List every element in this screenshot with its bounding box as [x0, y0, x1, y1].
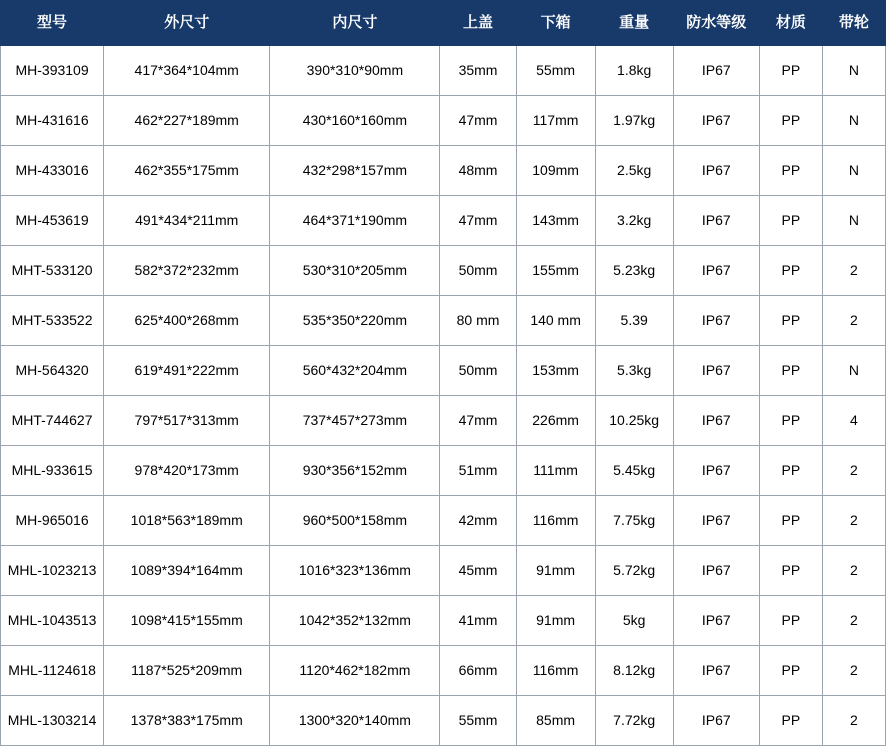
cell-wheels: 2 [822, 596, 885, 646]
cell-weight: 5.45kg [595, 446, 673, 496]
cell-weight: 1.8kg [595, 46, 673, 96]
cell-waterproof-rating: IP67 [673, 196, 759, 246]
cell-wheels: 2 [822, 496, 885, 546]
cell-wheels: 4 [822, 396, 885, 446]
cell-waterproof-rating: IP67 [673, 496, 759, 546]
cell-model: MH-393109 [1, 46, 104, 96]
cell-material: PP [759, 646, 822, 696]
cell-material: PP [759, 546, 822, 596]
cell-inner-size: 464*371*190mm [270, 196, 440, 246]
cell-model: MHT-533120 [1, 246, 104, 296]
cell-base-depth: 116mm [516, 496, 595, 546]
cell-wheels: 2 [822, 696, 885, 746]
cell-base-depth: 153mm [516, 346, 595, 396]
table-row [1, 446, 886, 496]
cell-lid-depth: 80 mm [440, 296, 516, 346]
cell-outer-size: 582*372*232mm [104, 246, 270, 296]
column-header-inner-size: 内尺寸 [270, 1, 440, 46]
cell-outer-size: 1018*563*189mm [104, 496, 270, 546]
cell-weight: 7.72kg [595, 696, 673, 746]
table-row [1, 46, 886, 96]
cell-material: PP [759, 296, 822, 346]
cell-outer-size: 619*491*222mm [104, 346, 270, 396]
cell-waterproof-rating: IP67 [673, 546, 759, 596]
cell-inner-size: 930*356*152mm [270, 446, 440, 496]
cell-model: MHL-1303214 [1, 696, 104, 746]
cell-wheels: N [822, 96, 885, 146]
cell-wheels: N [822, 46, 885, 96]
cell-waterproof-rating: IP67 [673, 646, 759, 696]
cell-lid-depth: 50mm [440, 246, 516, 296]
cell-inner-size: 960*500*158mm [270, 496, 440, 546]
table-row [1, 396, 886, 446]
cell-material: PP [759, 96, 822, 146]
cell-weight: 2.5kg [595, 146, 673, 196]
cell-wheels: N [822, 146, 885, 196]
cell-outer-size: 462*227*189mm [104, 96, 270, 146]
cell-outer-size: 625*400*268mm [104, 296, 270, 346]
cell-inner-size: 390*310*90mm [270, 46, 440, 96]
cell-inner-size: 737*457*273mm [270, 396, 440, 446]
cell-waterproof-rating: IP67 [673, 246, 759, 296]
cell-material: PP [759, 346, 822, 396]
cell-inner-size: 430*160*160mm [270, 96, 440, 146]
table-row [1, 346, 886, 396]
cell-model: MHL-933615 [1, 446, 104, 496]
cell-waterproof-rating: IP67 [673, 146, 759, 196]
cell-waterproof-rating: IP67 [673, 596, 759, 646]
cell-weight: 1.97kg [595, 96, 673, 146]
cell-weight: 5.3kg [595, 346, 673, 396]
column-header-weight: 重量 [595, 1, 673, 46]
cell-weight: 5.72kg [595, 546, 673, 596]
cell-waterproof-rating: IP67 [673, 46, 759, 96]
cell-waterproof-rating: IP67 [673, 96, 759, 146]
cell-wheels: 2 [822, 646, 885, 696]
cell-outer-size: 1098*415*155mm [104, 596, 270, 646]
cell-model: MH-965016 [1, 496, 104, 546]
cell-weight: 5.39 [595, 296, 673, 346]
column-header-waterproof-rating: 防水等级 [673, 1, 759, 46]
cell-lid-depth: 50mm [440, 346, 516, 396]
cell-inner-size: 432*298*157mm [270, 146, 440, 196]
cell-lid-depth: 45mm [440, 546, 516, 596]
table-row [1, 246, 886, 296]
table-body [1, 46, 886, 746]
cell-outer-size: 1089*394*164mm [104, 546, 270, 596]
table-row [1, 696, 886, 746]
cell-lid-depth: 48mm [440, 146, 516, 196]
table-row [1, 196, 886, 246]
cell-inner-size: 1300*320*140mm [270, 696, 440, 746]
cell-lid-depth: 47mm [440, 196, 516, 246]
cell-waterproof-rating: IP67 [673, 446, 759, 496]
cell-wheels: 2 [822, 246, 885, 296]
cell-lid-depth: 47mm [440, 96, 516, 146]
cell-outer-size: 462*355*175mm [104, 146, 270, 196]
cell-base-depth: 111mm [516, 446, 595, 496]
cell-model: MHT-744627 [1, 396, 104, 446]
cell-weight: 5.23kg [595, 246, 673, 296]
cell-weight: 5kg [595, 596, 673, 646]
cell-wheels: 2 [822, 446, 885, 496]
cell-material: PP [759, 496, 822, 546]
cell-inner-size: 530*310*205mm [270, 246, 440, 296]
cell-inner-size: 1120*462*182mm [270, 646, 440, 696]
cell-weight: 10.25kg [595, 396, 673, 446]
cell-model: MHL-1043513 [1, 596, 104, 646]
cell-base-depth: 117mm [516, 96, 595, 146]
table-row [1, 96, 886, 146]
table-row [1, 296, 886, 346]
cell-outer-size: 978*420*173mm [104, 446, 270, 496]
cell-material: PP [759, 246, 822, 296]
cell-base-depth: 140 mm [516, 296, 595, 346]
table-row [1, 496, 886, 546]
cell-material: PP [759, 446, 822, 496]
cell-outer-size: 797*517*313mm [104, 396, 270, 446]
cell-material: PP [759, 46, 822, 96]
cell-model: MHL-1124618 [1, 646, 104, 696]
cell-lid-depth: 42mm [440, 496, 516, 546]
cell-model: MH-564320 [1, 346, 104, 396]
cell-base-depth: 143mm [516, 196, 595, 246]
cell-model: MH-431616 [1, 96, 104, 146]
cell-outer-size: 491*434*211mm [104, 196, 270, 246]
cell-lid-depth: 41mm [440, 596, 516, 646]
cell-material: PP [759, 196, 822, 246]
cell-waterproof-rating: IP67 [673, 296, 759, 346]
cell-material: PP [759, 596, 822, 646]
cell-material: PP [759, 396, 822, 446]
column-header-lid-depth: 上盖 [440, 1, 516, 46]
cell-base-depth: 155mm [516, 246, 595, 296]
cell-wheels: N [822, 346, 885, 396]
cell-outer-size: 1187*525*209mm [104, 646, 270, 696]
cell-waterproof-rating: IP67 [673, 696, 759, 746]
cell-inner-size: 1042*352*132mm [270, 596, 440, 646]
cell-base-depth: 55mm [516, 46, 595, 96]
cell-base-depth: 91mm [516, 546, 595, 596]
cell-model: MHT-533522 [1, 296, 104, 346]
cell-lid-depth: 35mm [440, 46, 516, 96]
column-header-base-depth: 下箱 [516, 1, 595, 46]
cell-base-depth: 91mm [516, 596, 595, 646]
cell-wheels: N [822, 196, 885, 246]
cell-outer-size: 417*364*104mm [104, 46, 270, 96]
cell-wheels: 2 [822, 546, 885, 596]
cell-inner-size: 560*432*204mm [270, 346, 440, 396]
cell-model: MH-453619 [1, 196, 104, 246]
column-header-wheels: 带轮 [822, 1, 885, 46]
cell-weight: 3.2kg [595, 196, 673, 246]
column-header-model: 型号 [1, 1, 104, 46]
cell-weight: 7.75kg [595, 496, 673, 546]
cell-lid-depth: 55mm [440, 696, 516, 746]
table-row [1, 146, 886, 196]
cell-waterproof-rating: IP67 [673, 396, 759, 446]
cell-material: PP [759, 696, 822, 746]
table-row [1, 646, 886, 696]
cell-lid-depth: 47mm [440, 396, 516, 446]
cell-lid-depth: 66mm [440, 646, 516, 696]
cell-material: PP [759, 146, 822, 196]
cell-model: MHL-1023213 [1, 546, 104, 596]
cell-lid-depth: 51mm [440, 446, 516, 496]
cell-weight: 8.12kg [595, 646, 673, 696]
cell-base-depth: 85mm [516, 696, 595, 746]
table-row [1, 596, 886, 646]
column-header-material: 材质 [759, 1, 822, 46]
cell-inner-size: 1016*323*136mm [270, 546, 440, 596]
column-header-outer-size: 外尺寸 [104, 1, 270, 46]
cell-model: MH-433016 [1, 146, 104, 196]
table-header [1, 1, 886, 46]
cell-inner-size: 535*350*220mm [270, 296, 440, 346]
cell-base-depth: 226mm [516, 396, 595, 446]
cell-base-depth: 116mm [516, 646, 595, 696]
cell-wheels: 2 [822, 296, 885, 346]
cell-outer-size: 1378*383*175mm [104, 696, 270, 746]
cell-base-depth: 109mm [516, 146, 595, 196]
table-header-row [1, 1, 886, 46]
table-row [1, 546, 886, 596]
cell-waterproof-rating: IP67 [673, 346, 759, 396]
